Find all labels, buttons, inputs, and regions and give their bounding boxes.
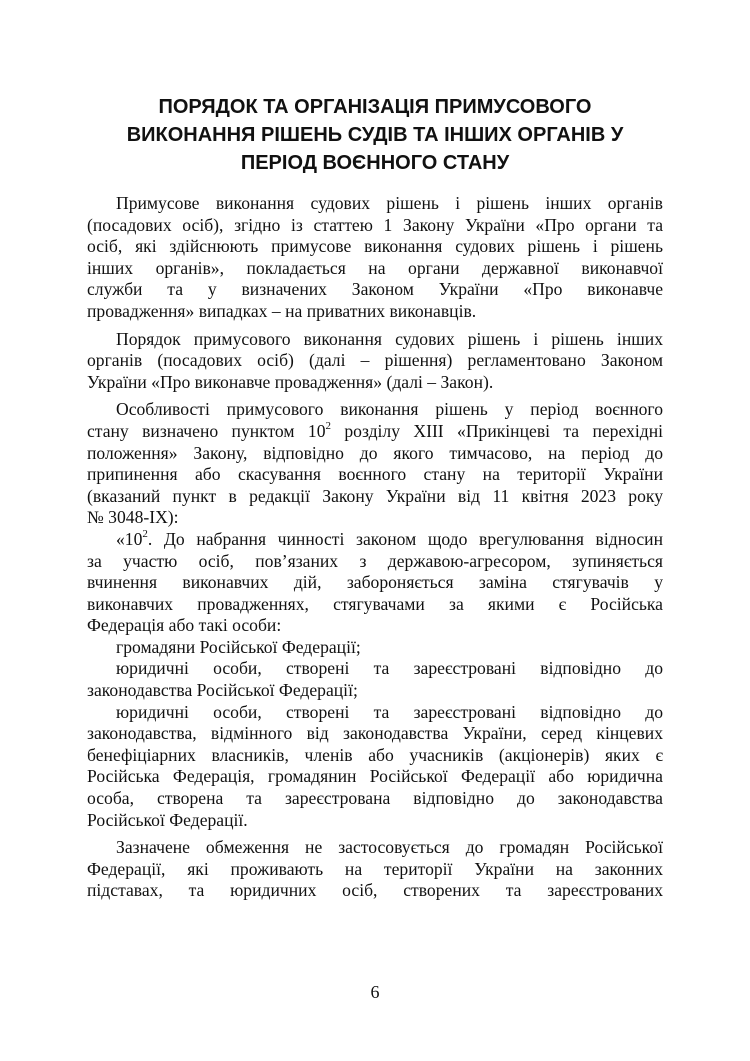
superscript: 2: [325, 420, 331, 433]
text-line: інших органів», покладається на органи державної виконавчої: [87, 257, 663, 278]
text-line: Російська Федерація, громадянин Російської Федерації або юридична: [87, 766, 663, 787]
title-line: ПЕРІОД ВОЄННОГО СТАНУ: [240, 152, 510, 174]
text-line: Федерація або такі особи:: [87, 615, 282, 636]
text-line: [87, 421, 663, 443]
text-line: органів (посадових осіб) (далі – рішення) регламентовано Законом: [87, 350, 663, 371]
paragraph-5: [87, 637, 663, 659]
text-fragment: розділу XIII «Прикінцеві та перехідні: [331, 420, 663, 441]
text-line: за участю осіб, пов’язаних з державою-агресором, зупиняється: [87, 550, 663, 571]
text-line: Особливості примусового виконання рішень у період воєнного: [116, 399, 663, 420]
text-line: Російської Федерації.: [87, 809, 248, 830]
text-line: особа, створена та зареєстрована відповідно до законодавства: [87, 788, 663, 809]
text-line: положення» Закону, відповідно до якого тимчасово, на період до: [87, 442, 663, 463]
superscript: 2: [142, 528, 148, 541]
paragraph-7: [87, 702, 663, 832]
text-line: Примусове виконання судових рішень і рішень інших органів: [116, 193, 663, 213]
text-line: виконавчих провадженнях, стягувачами за якими є Російська: [87, 593, 663, 614]
page-number: 6: [370, 982, 380, 1002]
page-title: [110, 93, 640, 177]
paragraph-8: [87, 837, 663, 902]
text-line: Зазначене обмеження не застосовується до громадян Російської: [116, 837, 663, 858]
body-text: [87, 193, 663, 902]
title-line: ПОРЯДОК ТА ОРГАНІЗАЦІЯ ПРИМУСОВОГО: [158, 96, 592, 118]
text-line: громадяни Російської Федерації;: [116, 636, 361, 657]
text-line: [87, 529, 663, 551]
text-line: юридичні особи, створені та зареєстровані відповідно до: [116, 701, 663, 722]
paragraph-4-quote: [87, 529, 663, 637]
text-line: України «Про виконавче провадження» (далі – Закон).: [87, 371, 494, 392]
text-fragment: стану визначено пунктом 10: [87, 420, 326, 441]
text-line: законодавства, відмінного від законодавства України, серед кінцевих: [87, 723, 663, 744]
text-line: осіб, які здійснюють примусове виконання судових рішень і рішень: [87, 236, 663, 257]
text-line: припинення або скасування воєнного стану на території України: [87, 464, 663, 485]
text-line: підставах, та юридичних осіб, створених та зареєстрованих: [87, 880, 663, 901]
text-fragment: «10: [116, 528, 143, 549]
text-line: бенефіціарних власників, членів або учасників (акціонерів) яких є: [87, 744, 663, 765]
text-fragment: . До набрання чинності законом щодо врегулювання відносин: [147, 528, 663, 549]
text-line: (вказаний пункт в редакції Закону України від 11 квітня 2023 року: [87, 485, 663, 506]
paragraph-2: [87, 329, 663, 394]
text-line: № 3048-IX):: [87, 507, 179, 528]
text-line: законодавства Російської Федерації;: [87, 680, 358, 701]
paragraph-6: [87, 658, 663, 701]
paragraph-1: [87, 193, 663, 323]
paragraph-3: [87, 399, 663, 529]
text-line: провадження» випадках – на приватних виконавців.: [87, 300, 477, 321]
text-line: Порядок примусового виконання судових рішень і рішень інших: [116, 328, 663, 349]
text-line: служби та у визначених Законом України «Про виконавче: [87, 279, 663, 300]
text-line: Федерації, які проживають на території України на законних: [87, 858, 663, 879]
text-line: вчинення виконавчих дій, забороняється заміна стягувачів у: [87, 572, 663, 593]
text-line: юридичні особи, створені та зареєстровані відповідно до: [116, 658, 663, 679]
title-line: ВИКОНАННЯ РІШЕНЬ СУДІВ ТА ІНШИХ ОРГАНІВ У: [126, 124, 624, 146]
text-line: (посадових осіб), згідно із статтею 1 Закону України «Про органи та: [87, 214, 663, 235]
